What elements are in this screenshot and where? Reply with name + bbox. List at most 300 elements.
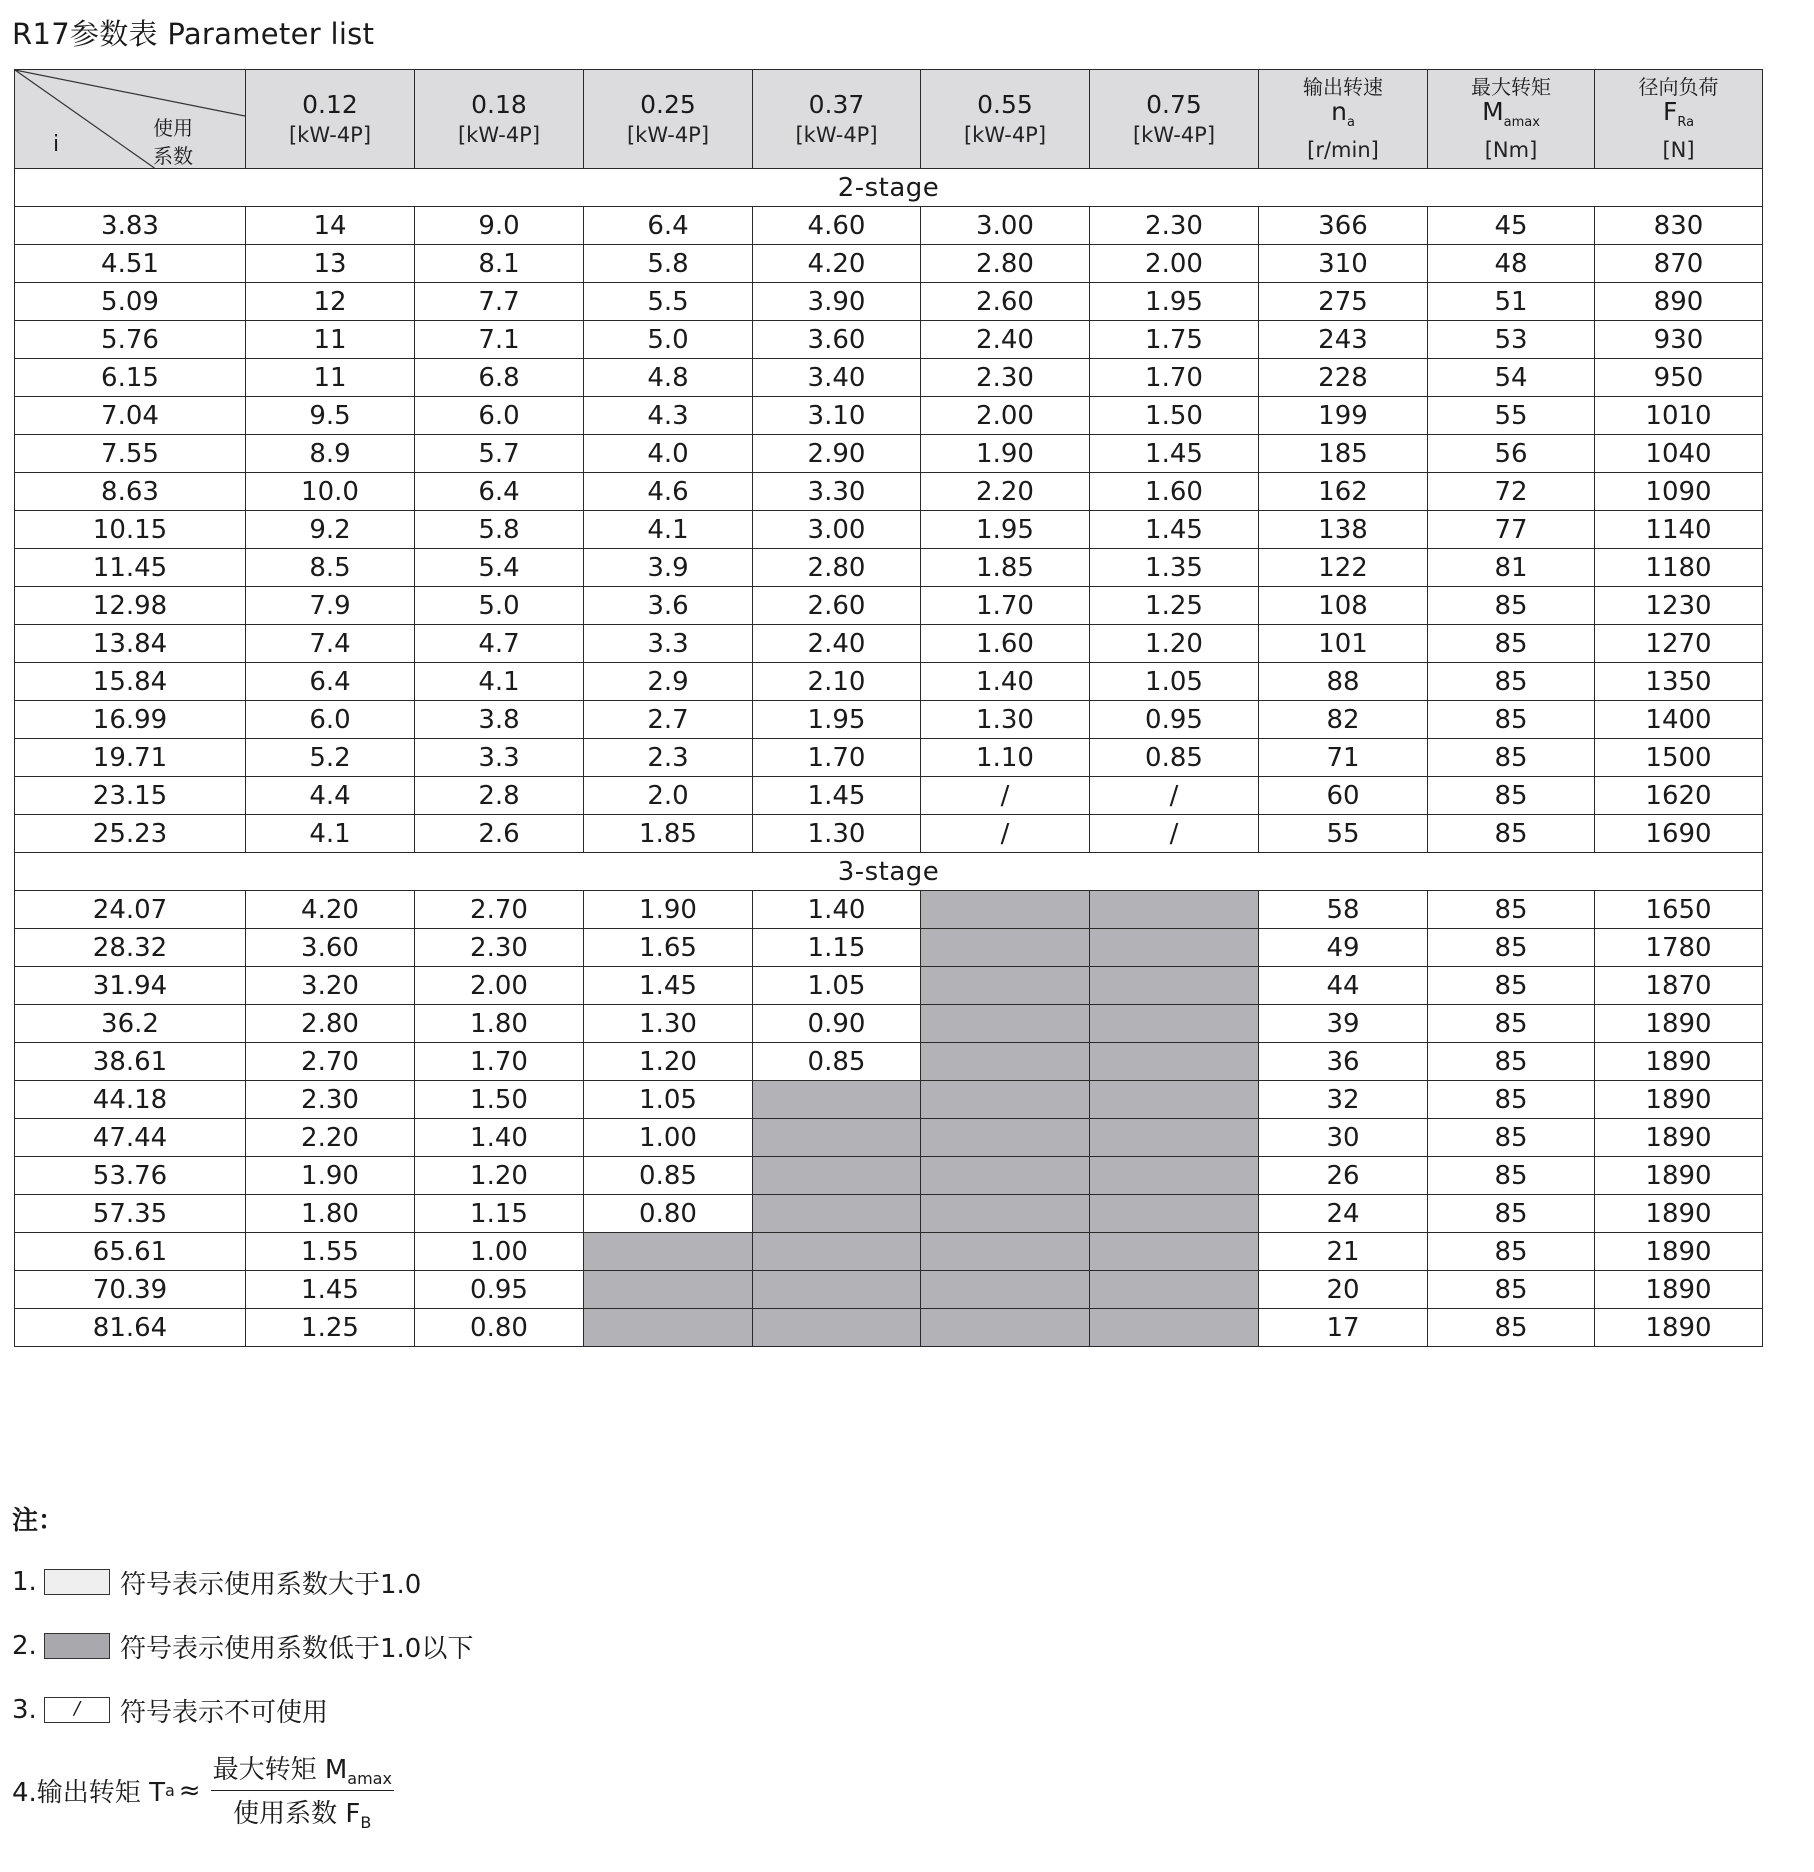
table-row — [15, 1005, 1763, 1043]
value-cell: 1.05 — [584, 1081, 753, 1119]
value-cell: 0.85 — [584, 1157, 753, 1195]
value-cell: 2.60 — [753, 587, 921, 625]
value-cell: 2.3 — [584, 739, 753, 777]
table-row — [15, 1081, 1763, 1119]
value-cell — [753, 1119, 921, 1157]
value-cell: 1.80 — [246, 1195, 415, 1233]
value-cell — [753, 1309, 921, 1347]
value-cell — [584, 1309, 753, 1347]
notes-heading: 注： — [12, 1506, 65, 1536]
value-cell: 3.10 — [753, 397, 921, 435]
value-cell: 1.45 — [753, 777, 921, 815]
value-cell: 85 — [1428, 1157, 1595, 1195]
value-cell: 2.9 — [584, 663, 753, 701]
ratio-cell: 7.04 — [15, 397, 246, 435]
value-cell: 5.8 — [584, 245, 753, 283]
value-cell: 4.1 — [584, 511, 753, 549]
value-cell: 1890 — [1595, 1195, 1763, 1233]
value-cell: 1.90 — [246, 1157, 415, 1195]
value-cell: 1890 — [1595, 1005, 1763, 1043]
ratio-cell: 57.35 — [15, 1195, 246, 1233]
value-cell: 0.90 — [753, 1005, 921, 1043]
value-cell: 4.8 — [584, 359, 753, 397]
value-cell: 32 — [1259, 1081, 1428, 1119]
value-cell: 85 — [1428, 1195, 1595, 1233]
ratio-cell: 36.2 — [15, 1005, 246, 1043]
value-cell: 0.95 — [415, 1271, 584, 1309]
value-cell: 4.1 — [246, 815, 415, 853]
value-cell: 2.70 — [246, 1043, 415, 1081]
value-cell: 1.45 — [1090, 511, 1259, 549]
value-cell: 1.15 — [415, 1195, 584, 1233]
header-radial-load: 径向负荷 $F_{Ra}$ [N] — [1595, 70, 1763, 169]
value-cell: 1.90 — [584, 891, 753, 929]
table-row — [15, 397, 1763, 435]
value-cell: 1.30 — [753, 815, 921, 853]
value-cell: 1870 — [1595, 967, 1763, 1005]
slash-swatch-icon: / — [44, 1697, 110, 1723]
value-cell: 30 — [1259, 1119, 1428, 1157]
value-cell: 1890 — [1595, 1157, 1763, 1195]
value-cell — [921, 1043, 1090, 1081]
value-cell: 5.4 — [415, 549, 584, 587]
ratio-cell: 10.15 — [15, 511, 246, 549]
value-cell: 2.80 — [753, 549, 921, 587]
value-cell: 1230 — [1595, 587, 1763, 625]
value-cell: 1.85 — [584, 815, 753, 853]
header-power-5: 0.75 [kW-4P] — [1090, 70, 1259, 169]
value-cell: 2.70 — [415, 891, 584, 929]
value-cell: 55 — [1259, 815, 1428, 853]
value-cell: 1.60 — [1090, 473, 1259, 511]
value-cell: 72 — [1428, 473, 1595, 511]
value-cell: 5.2 — [246, 739, 415, 777]
value-cell: 3.60 — [246, 929, 415, 967]
value-cell: 4.20 — [753, 245, 921, 283]
table-row — [15, 473, 1763, 511]
ratio-cell: 25.23 — [15, 815, 246, 853]
ratio-cell: 81.64 — [15, 1309, 246, 1347]
value-cell: 44 — [1259, 967, 1428, 1005]
value-cell: 0.95 — [1090, 701, 1259, 739]
value-cell: 3.90 — [753, 283, 921, 321]
value-cell — [753, 1233, 921, 1271]
note-item-3: 3. / 符号表示不可使用 — [12, 1695, 329, 1728]
ratio-cell: 6.15 — [15, 359, 246, 397]
value-cell: 199 — [1259, 397, 1428, 435]
value-cell: 88 — [1259, 663, 1428, 701]
value-cell: 1.50 — [1090, 397, 1259, 435]
header-power-4: 0.55 [kW-4P] — [921, 70, 1090, 169]
ratio-cell: 19.71 — [15, 739, 246, 777]
value-cell: 2.40 — [921, 321, 1090, 359]
value-cell: 56 — [1428, 435, 1595, 473]
value-cell — [753, 1157, 921, 1195]
value-cell: 1690 — [1595, 815, 1763, 853]
value-cell: 85 — [1428, 1233, 1595, 1271]
ratio-cell: 38.61 — [15, 1043, 246, 1081]
value-cell: 36 — [1259, 1043, 1428, 1081]
value-cell — [1090, 1309, 1259, 1347]
value-cell: 60 — [1259, 777, 1428, 815]
value-cell: 1.70 — [1090, 359, 1259, 397]
value-cell: 1890 — [1595, 1081, 1763, 1119]
value-cell: 1.00 — [584, 1119, 753, 1157]
value-cell: 1.45 — [1090, 435, 1259, 473]
value-cell: 7.4 — [246, 625, 415, 663]
value-cell: 1.70 — [415, 1043, 584, 1081]
value-cell — [1090, 1233, 1259, 1271]
value-cell: 5.5 — [584, 283, 753, 321]
table-row — [15, 967, 1763, 1005]
value-cell: 228 — [1259, 359, 1428, 397]
value-cell: 5.7 — [415, 435, 584, 473]
value-cell: 1040 — [1595, 435, 1763, 473]
value-cell: 3.30 — [753, 473, 921, 511]
value-cell: 3.60 — [753, 321, 921, 359]
value-cell: 6.4 — [584, 207, 753, 245]
value-cell: 6.8 — [415, 359, 584, 397]
ratio-cell: 47.44 — [15, 1119, 246, 1157]
table-row — [15, 1271, 1763, 1309]
value-cell: 1350 — [1595, 663, 1763, 701]
stage-2-label: 2-stage — [15, 169, 1763, 207]
value-cell: 101 — [1259, 625, 1428, 663]
value-cell: 2.8 — [415, 777, 584, 815]
value-cell: 1890 — [1595, 1119, 1763, 1157]
value-cell: 1.60 — [921, 625, 1090, 663]
value-cell: 1.20 — [1090, 625, 1259, 663]
value-cell: 2.20 — [246, 1119, 415, 1157]
ratio-cell: 11.45 — [15, 549, 246, 587]
value-cell: 2.80 — [921, 245, 1090, 283]
value-cell: 10.0 — [246, 473, 415, 511]
value-cell — [921, 929, 1090, 967]
value-cell: 1500 — [1595, 739, 1763, 777]
table-row — [15, 815, 1763, 853]
value-cell: 2.20 — [921, 473, 1090, 511]
value-cell: 0.80 — [415, 1309, 584, 1347]
value-cell: 1400 — [1595, 701, 1763, 739]
value-cell: 21 — [1259, 1233, 1428, 1271]
value-cell: 53 — [1428, 321, 1595, 359]
value-cell: 85 — [1428, 777, 1595, 815]
value-cell: 0.85 — [1090, 739, 1259, 777]
value-cell: 39 — [1259, 1005, 1428, 1043]
value-cell: 85 — [1428, 967, 1595, 1005]
value-cell: 85 — [1428, 1005, 1595, 1043]
value-cell: 14 — [246, 207, 415, 245]
ratio-cell: 31.94 — [15, 967, 246, 1005]
value-cell — [1090, 1119, 1259, 1157]
table-row — [15, 777, 1763, 815]
value-cell: 1.70 — [921, 587, 1090, 625]
value-cell — [1090, 967, 1259, 1005]
gray-swatch-icon — [44, 1633, 110, 1659]
table-row — [15, 1233, 1763, 1271]
value-cell: 1780 — [1595, 929, 1763, 967]
value-cell: 2.00 — [415, 967, 584, 1005]
table-row — [15, 435, 1763, 473]
value-cell: 1890 — [1595, 1043, 1763, 1081]
value-cell — [921, 967, 1090, 1005]
value-cell — [753, 1271, 921, 1309]
value-cell: 1.85 — [921, 549, 1090, 587]
value-cell: 8.9 — [246, 435, 415, 473]
value-cell: 1180 — [1595, 549, 1763, 587]
value-cell: 85 — [1428, 1271, 1595, 1309]
value-cell: 11 — [246, 321, 415, 359]
value-cell — [921, 1271, 1090, 1309]
value-cell: 1010 — [1595, 397, 1763, 435]
value-cell: 1140 — [1595, 511, 1763, 549]
value-cell: 2.30 — [921, 359, 1090, 397]
value-cell: 4.60 — [753, 207, 921, 245]
value-cell: 1.10 — [921, 739, 1090, 777]
value-cell — [584, 1233, 753, 1271]
value-cell: 5.0 — [584, 321, 753, 359]
value-cell: 890 — [1595, 283, 1763, 321]
value-cell: 2.6 — [415, 815, 584, 853]
value-cell: 1.75 — [1090, 321, 1259, 359]
header-power-2: 0.25 [kW-4P] — [584, 70, 753, 169]
value-cell: 4.6 — [584, 473, 753, 511]
value-cell: 1.05 — [1090, 663, 1259, 701]
ratio-cell: 5.76 — [15, 321, 246, 359]
ratio-cell: 4.51 — [15, 245, 246, 283]
value-cell: 2.40 — [753, 625, 921, 663]
value-cell: 85 — [1428, 739, 1595, 777]
stage-3-row — [15, 853, 1763, 891]
value-cell: 3.3 — [584, 625, 753, 663]
table-row — [15, 359, 1763, 397]
value-cell: 4.20 — [246, 891, 415, 929]
value-cell: 82 — [1259, 701, 1428, 739]
value-cell: 1.40 — [415, 1119, 584, 1157]
value-cell: 4.7 — [415, 625, 584, 663]
table-row — [15, 625, 1763, 663]
value-cell: 1890 — [1595, 1309, 1763, 1347]
value-cell: 1.55 — [246, 1233, 415, 1271]
table-row — [15, 587, 1763, 625]
value-cell: 243 — [1259, 321, 1428, 359]
value-cell: 3.20 — [246, 967, 415, 1005]
value-cell: 54 — [1428, 359, 1595, 397]
value-cell — [1090, 1005, 1259, 1043]
value-cell: 8.5 — [246, 549, 415, 587]
value-cell: 1.40 — [921, 663, 1090, 701]
value-cell: 6.0 — [246, 701, 415, 739]
value-cell: 1.40 — [753, 891, 921, 929]
value-cell: 45 — [1428, 207, 1595, 245]
ratio-cell: 15.84 — [15, 663, 246, 701]
table-row — [15, 929, 1763, 967]
ratio-cell: 65.61 — [15, 1233, 246, 1271]
value-cell: 1890 — [1595, 1233, 1763, 1271]
value-cell: 1.95 — [1090, 283, 1259, 321]
value-cell: 17 — [1259, 1309, 1428, 1347]
value-cell: 2.10 — [753, 663, 921, 701]
ratio-cell: 70.39 — [15, 1271, 246, 1309]
value-cell: 1.90 — [921, 435, 1090, 473]
value-cell: 2.30 — [246, 1081, 415, 1119]
value-cell: 1.20 — [415, 1157, 584, 1195]
value-cell: 77 — [1428, 511, 1595, 549]
ratio-cell: 24.07 — [15, 891, 246, 929]
value-cell: 85 — [1428, 663, 1595, 701]
value-cell: 12 — [246, 283, 415, 321]
value-cell: 2.30 — [1090, 207, 1259, 245]
value-cell: 51 — [1428, 283, 1595, 321]
ratio-cell: 12.98 — [15, 587, 246, 625]
value-cell: 275 — [1259, 283, 1428, 321]
value-cell: 3.3 — [415, 739, 584, 777]
value-cell: 11 — [246, 359, 415, 397]
value-cell — [1090, 891, 1259, 929]
table-body — [15, 169, 1763, 1347]
value-cell: 2.00 — [921, 397, 1090, 435]
table-row — [15, 1195, 1763, 1233]
value-cell: 5.0 — [415, 587, 584, 625]
corner-diagonal-lines — [15, 70, 245, 168]
value-cell: 85 — [1428, 587, 1595, 625]
table-row — [15, 321, 1763, 359]
value-cell: 1.25 — [246, 1309, 415, 1347]
value-cell: 366 — [1259, 207, 1428, 245]
value-cell: 1.95 — [921, 511, 1090, 549]
value-cell: 3.00 — [753, 511, 921, 549]
value-cell: 58 — [1259, 891, 1428, 929]
value-cell — [1090, 1195, 1259, 1233]
value-cell: 9.2 — [246, 511, 415, 549]
value-cell: 1650 — [1595, 891, 1763, 929]
value-cell: 85 — [1428, 815, 1595, 853]
value-cell: 0.85 — [753, 1043, 921, 1081]
table-row — [15, 739, 1763, 777]
value-cell — [921, 1081, 1090, 1119]
value-cell: 2.00 — [1090, 245, 1259, 283]
table-header-row — [15, 70, 1763, 169]
value-cell: 185 — [1259, 435, 1428, 473]
value-cell: 830 — [1595, 207, 1763, 245]
value-cell: 1.50 — [415, 1081, 584, 1119]
value-cell: 85 — [1428, 1043, 1595, 1081]
value-cell: 3.9 — [584, 549, 753, 587]
note-item-4-formula: 4.输出转矩 T a ≈ $\frac{最大转矩 M_{amax}}{使用系数 F_B}$ — [12, 1749, 473, 1832]
value-cell: 2.7 — [584, 701, 753, 739]
value-cell: 108 — [1259, 587, 1428, 625]
value-cell: 26 — [1259, 1157, 1428, 1195]
value-cell — [921, 1233, 1090, 1271]
corner-label-usage: 使用 — [153, 116, 193, 140]
value-cell: 1.30 — [584, 1005, 753, 1043]
value-cell: 5.8 — [415, 511, 584, 549]
value-cell: 1.45 — [584, 967, 753, 1005]
value-cell: 1.95 — [753, 701, 921, 739]
value-cell: 20 — [1259, 1271, 1428, 1309]
corner-label-ratio: i — [53, 132, 60, 157]
value-cell: 4.0 — [584, 435, 753, 473]
value-cell: 7.1 — [415, 321, 584, 359]
value-cell — [921, 1157, 1090, 1195]
value-cell — [1090, 1043, 1259, 1081]
header-power-1: 0.18 [kW-4P] — [415, 70, 584, 169]
value-cell: 1.80 — [415, 1005, 584, 1043]
value-cell: 6.0 — [415, 397, 584, 435]
formula-fraction: $\frac{最大转矩 M_{amax}}{使用系数 F_B}$ — [211, 1749, 394, 1832]
value-cell — [753, 1081, 921, 1119]
note-item-1: 1. 符号表示使用系数大于1.0 — [12, 1567, 422, 1600]
value-cell: 1.45 — [246, 1271, 415, 1309]
ratio-cell: 53.76 — [15, 1157, 246, 1195]
value-cell: 1.25 — [1090, 587, 1259, 625]
value-cell: / — [1090, 777, 1259, 815]
value-cell: 6.4 — [415, 473, 584, 511]
value-cell: 81 — [1428, 549, 1595, 587]
value-cell: / — [921, 815, 1090, 853]
value-cell: 162 — [1259, 473, 1428, 511]
value-cell — [584, 1271, 753, 1309]
value-cell: 48 — [1428, 245, 1595, 283]
value-cell: 3.8 — [415, 701, 584, 739]
value-cell: 2.60 — [921, 283, 1090, 321]
light-swatch-icon — [44, 1569, 110, 1595]
value-cell: 49 — [1259, 929, 1428, 967]
value-cell: 2.90 — [753, 435, 921, 473]
value-cell: 2.80 — [246, 1005, 415, 1043]
value-cell: 1270 — [1595, 625, 1763, 663]
value-cell: 1.00 — [415, 1233, 584, 1271]
value-cell: 1.70 — [753, 739, 921, 777]
value-cell: 1.20 — [584, 1043, 753, 1081]
value-cell: 310 — [1259, 245, 1428, 283]
value-cell: 7.7 — [415, 283, 584, 321]
ratio-cell: 28.32 — [15, 929, 246, 967]
table-row — [15, 1157, 1763, 1195]
table-row — [15, 1119, 1763, 1157]
value-cell: 3.00 — [921, 207, 1090, 245]
value-cell: 4.3 — [584, 397, 753, 435]
table-row — [15, 1043, 1763, 1081]
note-item-2: 2. 符号表示使用系数低于1.0以下 — [12, 1631, 474, 1664]
value-cell: 1.15 — [753, 929, 921, 967]
table-row — [15, 1309, 1763, 1347]
value-cell: 1.30 — [921, 701, 1090, 739]
value-cell — [921, 1005, 1090, 1043]
value-cell — [921, 1195, 1090, 1233]
header-power-0: 0.12 [kW-4P] — [246, 70, 415, 169]
value-cell: 2.0 — [584, 777, 753, 815]
value-cell — [921, 1309, 1090, 1347]
page-title: R17参数表 Parameter list — [12, 17, 375, 51]
value-cell: 85 — [1428, 1119, 1595, 1157]
header-output-speed: 输出转速 $n_a$ [r/min] — [1259, 70, 1428, 169]
value-cell: 3.6 — [584, 587, 753, 625]
ratio-cell: 13.84 — [15, 625, 246, 663]
table-row — [15, 207, 1763, 245]
ratio-cell: 44.18 — [15, 1081, 246, 1119]
value-cell: / — [1090, 815, 1259, 853]
value-cell — [1090, 929, 1259, 967]
table-row — [15, 701, 1763, 739]
ratio-cell: 8.63 — [15, 473, 246, 511]
ratio-cell: 7.55 — [15, 435, 246, 473]
ratio-cell: 16.99 — [15, 701, 246, 739]
value-cell: 122 — [1259, 549, 1428, 587]
value-cell: 85 — [1428, 1309, 1595, 1347]
value-cell — [921, 891, 1090, 929]
parameter-table — [14, 69, 1763, 1347]
